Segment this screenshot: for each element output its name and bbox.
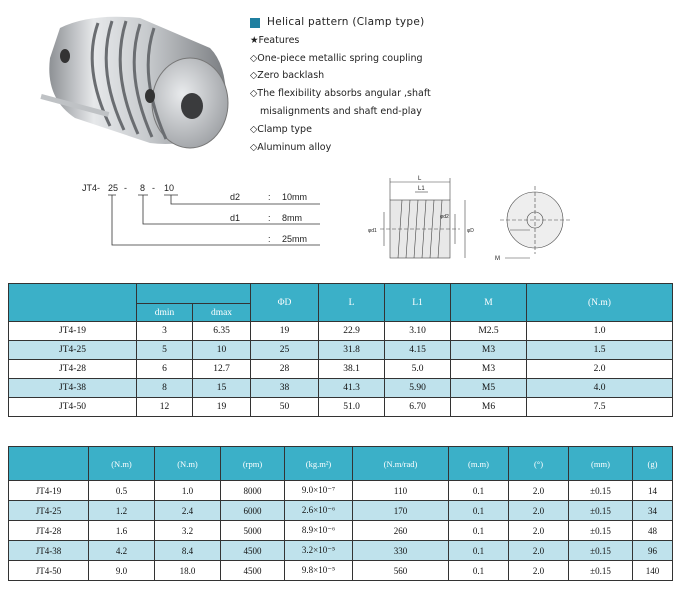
header-axial: (mm): [569, 447, 633, 481]
feature-heading: [250, 14, 510, 32]
cell: JT4-38: [9, 541, 89, 561]
cell: ±0.15: [569, 521, 633, 541]
code-seg-d2: 10: [164, 183, 175, 193]
cell: 3.2×10⁻⁵: [285, 541, 353, 561]
cell: 0.1: [449, 501, 509, 521]
cell: 96: [633, 541, 673, 561]
cell: 10: [193, 341, 251, 360]
d2-value: 10mm: [282, 192, 308, 202]
dimension-table: [8, 283, 673, 417]
colon: :: [268, 234, 271, 244]
table-row: [9, 398, 673, 417]
header-dmin: dmin: [137, 304, 193, 322]
dim-L: L: [418, 176, 422, 182]
table-row: [9, 481, 673, 501]
cell: ±0.15: [569, 481, 633, 501]
end-view-drawing: [490, 180, 575, 265]
table-row: [9, 322, 673, 341]
cell: 9.8×10⁻⁵: [285, 561, 353, 581]
cell: JT4-19: [9, 322, 137, 341]
table-row: [9, 379, 673, 398]
cell: 2.6×10⁻⁶: [285, 501, 353, 521]
cell: 6: [137, 360, 193, 379]
cell: 6.35: [193, 322, 251, 341]
cell: 5.0: [385, 360, 451, 379]
cell: 3.2: [155, 521, 221, 541]
heading-text: Helical pattern (Clamp type): [267, 16, 425, 28]
cell: M2.5: [451, 322, 527, 341]
dim-d2: φd2: [440, 214, 449, 220]
header-length-l1: L1: [385, 284, 451, 322]
code-dash: -: [124, 183, 127, 193]
performance-table: [8, 446, 673, 581]
header-torque: (N.m): [527, 284, 673, 322]
table-row: [9, 501, 673, 521]
cell: 6000: [221, 501, 285, 521]
cell: 34: [633, 501, 673, 521]
cell: 0.1: [449, 561, 509, 581]
cell: 4.2: [89, 541, 155, 561]
cell: 1.6: [89, 521, 155, 541]
cell: 48: [633, 521, 673, 541]
code-dash: -: [152, 183, 155, 193]
cell: 5000: [221, 521, 285, 541]
table-row: [9, 341, 673, 360]
header-screw-m: M: [451, 284, 527, 322]
cell: 25: [251, 341, 319, 360]
cell: 4500: [221, 561, 285, 581]
cell: M3: [451, 341, 527, 360]
header-rated-torque: (N.m): [89, 447, 155, 481]
cell: 2.0: [509, 541, 569, 561]
header-empty-bore: [137, 284, 251, 304]
cell: 19: [251, 322, 319, 341]
header-radial: (m.m): [449, 447, 509, 481]
cell: JT4-28: [9, 521, 89, 541]
header-max-speed: (rpm): [221, 447, 285, 481]
cell: 15: [193, 379, 251, 398]
feature-item: ◇Aluminum alloy: [250, 141, 332, 153]
cell: ±0.15: [569, 561, 633, 581]
cell: 0.1: [449, 541, 509, 561]
code-prefix: JT4-: [82, 183, 100, 193]
cell: ±0.15: [569, 541, 633, 561]
cell: 1.5: [527, 341, 673, 360]
cell: 14: [633, 481, 673, 501]
cell: 8.4: [155, 541, 221, 561]
table-row: [9, 360, 673, 379]
cell: 3.10: [385, 322, 451, 341]
cell: 3: [137, 322, 193, 341]
d1-value: 8mm: [282, 213, 302, 223]
cell: 51.0: [319, 398, 385, 417]
heading-square-icon: [250, 18, 260, 28]
cell: 9.0: [89, 561, 155, 581]
cell: 50: [251, 398, 319, 417]
cell: 31.8: [319, 341, 385, 360]
cell: M6: [451, 398, 527, 417]
header-max-torque: (N.m): [155, 447, 221, 481]
cell: 2.0: [527, 360, 673, 379]
header-dmax: dmax: [193, 304, 251, 322]
cell: 1.2: [89, 501, 155, 521]
cell: JT4-50: [9, 398, 137, 417]
coupling-product-image: [20, 8, 248, 158]
cell: JT4-50: [9, 561, 89, 581]
header-angular: (°): [509, 447, 569, 481]
header-outer-diameter: ΦD: [251, 284, 319, 322]
cell: 8: [137, 379, 193, 398]
cell: JT4-25: [9, 341, 137, 360]
dim-D: φD: [467, 228, 474, 234]
cell: 19: [193, 398, 251, 417]
cell: 28: [251, 360, 319, 379]
cell: 4.15: [385, 341, 451, 360]
cell: 0.5: [89, 481, 155, 501]
cell: 2.0: [509, 561, 569, 581]
cell: 1.0: [527, 322, 673, 341]
part-code-diagram: [0, 175, 340, 255]
table-row: [9, 521, 673, 541]
dim-L1: L1: [418, 186, 425, 192]
cell: 2.0: [509, 501, 569, 521]
cell: 9.0×10⁻⁷: [285, 481, 353, 501]
cell: 4500: [221, 541, 285, 561]
side-view-drawing: [360, 170, 480, 265]
cell: 12: [137, 398, 193, 417]
cell: 4.0: [527, 379, 673, 398]
table-row: [9, 561, 673, 581]
cell: JT4-28: [9, 360, 137, 379]
cell: M5: [451, 379, 527, 398]
cell: 330: [353, 541, 449, 561]
cell: 8000: [221, 481, 285, 501]
dim-d1: φd1: [368, 228, 377, 234]
cell: 8.9×10⁻⁶: [285, 521, 353, 541]
feature-item: ◇The flexibility absorbs angular ,shaft: [250, 88, 431, 100]
cell: 0.1: [449, 521, 509, 541]
cell: 5: [137, 341, 193, 360]
cell: 2.0: [509, 521, 569, 541]
colon: :: [268, 192, 271, 202]
code-seg-d1: 8: [140, 183, 146, 193]
header-weight: (g): [633, 447, 673, 481]
code-seg-diameter: 25: [108, 183, 119, 193]
cell: 2.4: [155, 501, 221, 521]
colon: :: [268, 213, 271, 223]
cell: 2.0: [509, 481, 569, 501]
cell: 6.70: [385, 398, 451, 417]
feature-item: ◇One-piece metallic spring coupling: [250, 52, 423, 64]
cell: 140: [633, 561, 673, 581]
d2-label: d2: [230, 192, 241, 202]
dim-M: M: [495, 256, 500, 262]
cell: 7.5: [527, 398, 673, 417]
cell: 38: [251, 379, 319, 398]
feature-item-continued: misalignments and shaft end-play: [260, 105, 422, 117]
header-empty-model: [9, 284, 137, 322]
header-stiffness: (N.m/rad): [353, 447, 449, 481]
header-model: [9, 447, 89, 481]
feature-list: [250, 14, 510, 156]
cell: 5.90: [385, 379, 451, 398]
cell: 260: [353, 521, 449, 541]
features-label: ★Features: [250, 34, 300, 46]
cell: ±0.15: [569, 501, 633, 521]
cell: 110: [353, 481, 449, 501]
cell: JT4-38: [9, 379, 137, 398]
cell: 170: [353, 501, 449, 521]
cell: 0.1: [449, 481, 509, 501]
header-length: L: [319, 284, 385, 322]
outer-diameter-value: 25mm: [282, 234, 308, 244]
cell: 12.7: [193, 360, 251, 379]
header-inertia: (kg.m²): [285, 447, 353, 481]
feature-item: ◇Clamp type: [250, 123, 312, 135]
cell: M3: [451, 360, 527, 379]
cell: 1.0: [155, 481, 221, 501]
cell: 18.0: [155, 561, 221, 581]
table-row: [9, 541, 673, 561]
cell: JT4-19: [9, 481, 89, 501]
cell: JT4-25: [9, 501, 89, 521]
cell: 560: [353, 561, 449, 581]
cell: 38.1: [319, 360, 385, 379]
cell: 41.3: [319, 379, 385, 398]
d1-label: d1: [230, 213, 241, 223]
cell: 22.9: [319, 322, 385, 341]
feature-item: ◇Zero backlash: [250, 70, 325, 82]
